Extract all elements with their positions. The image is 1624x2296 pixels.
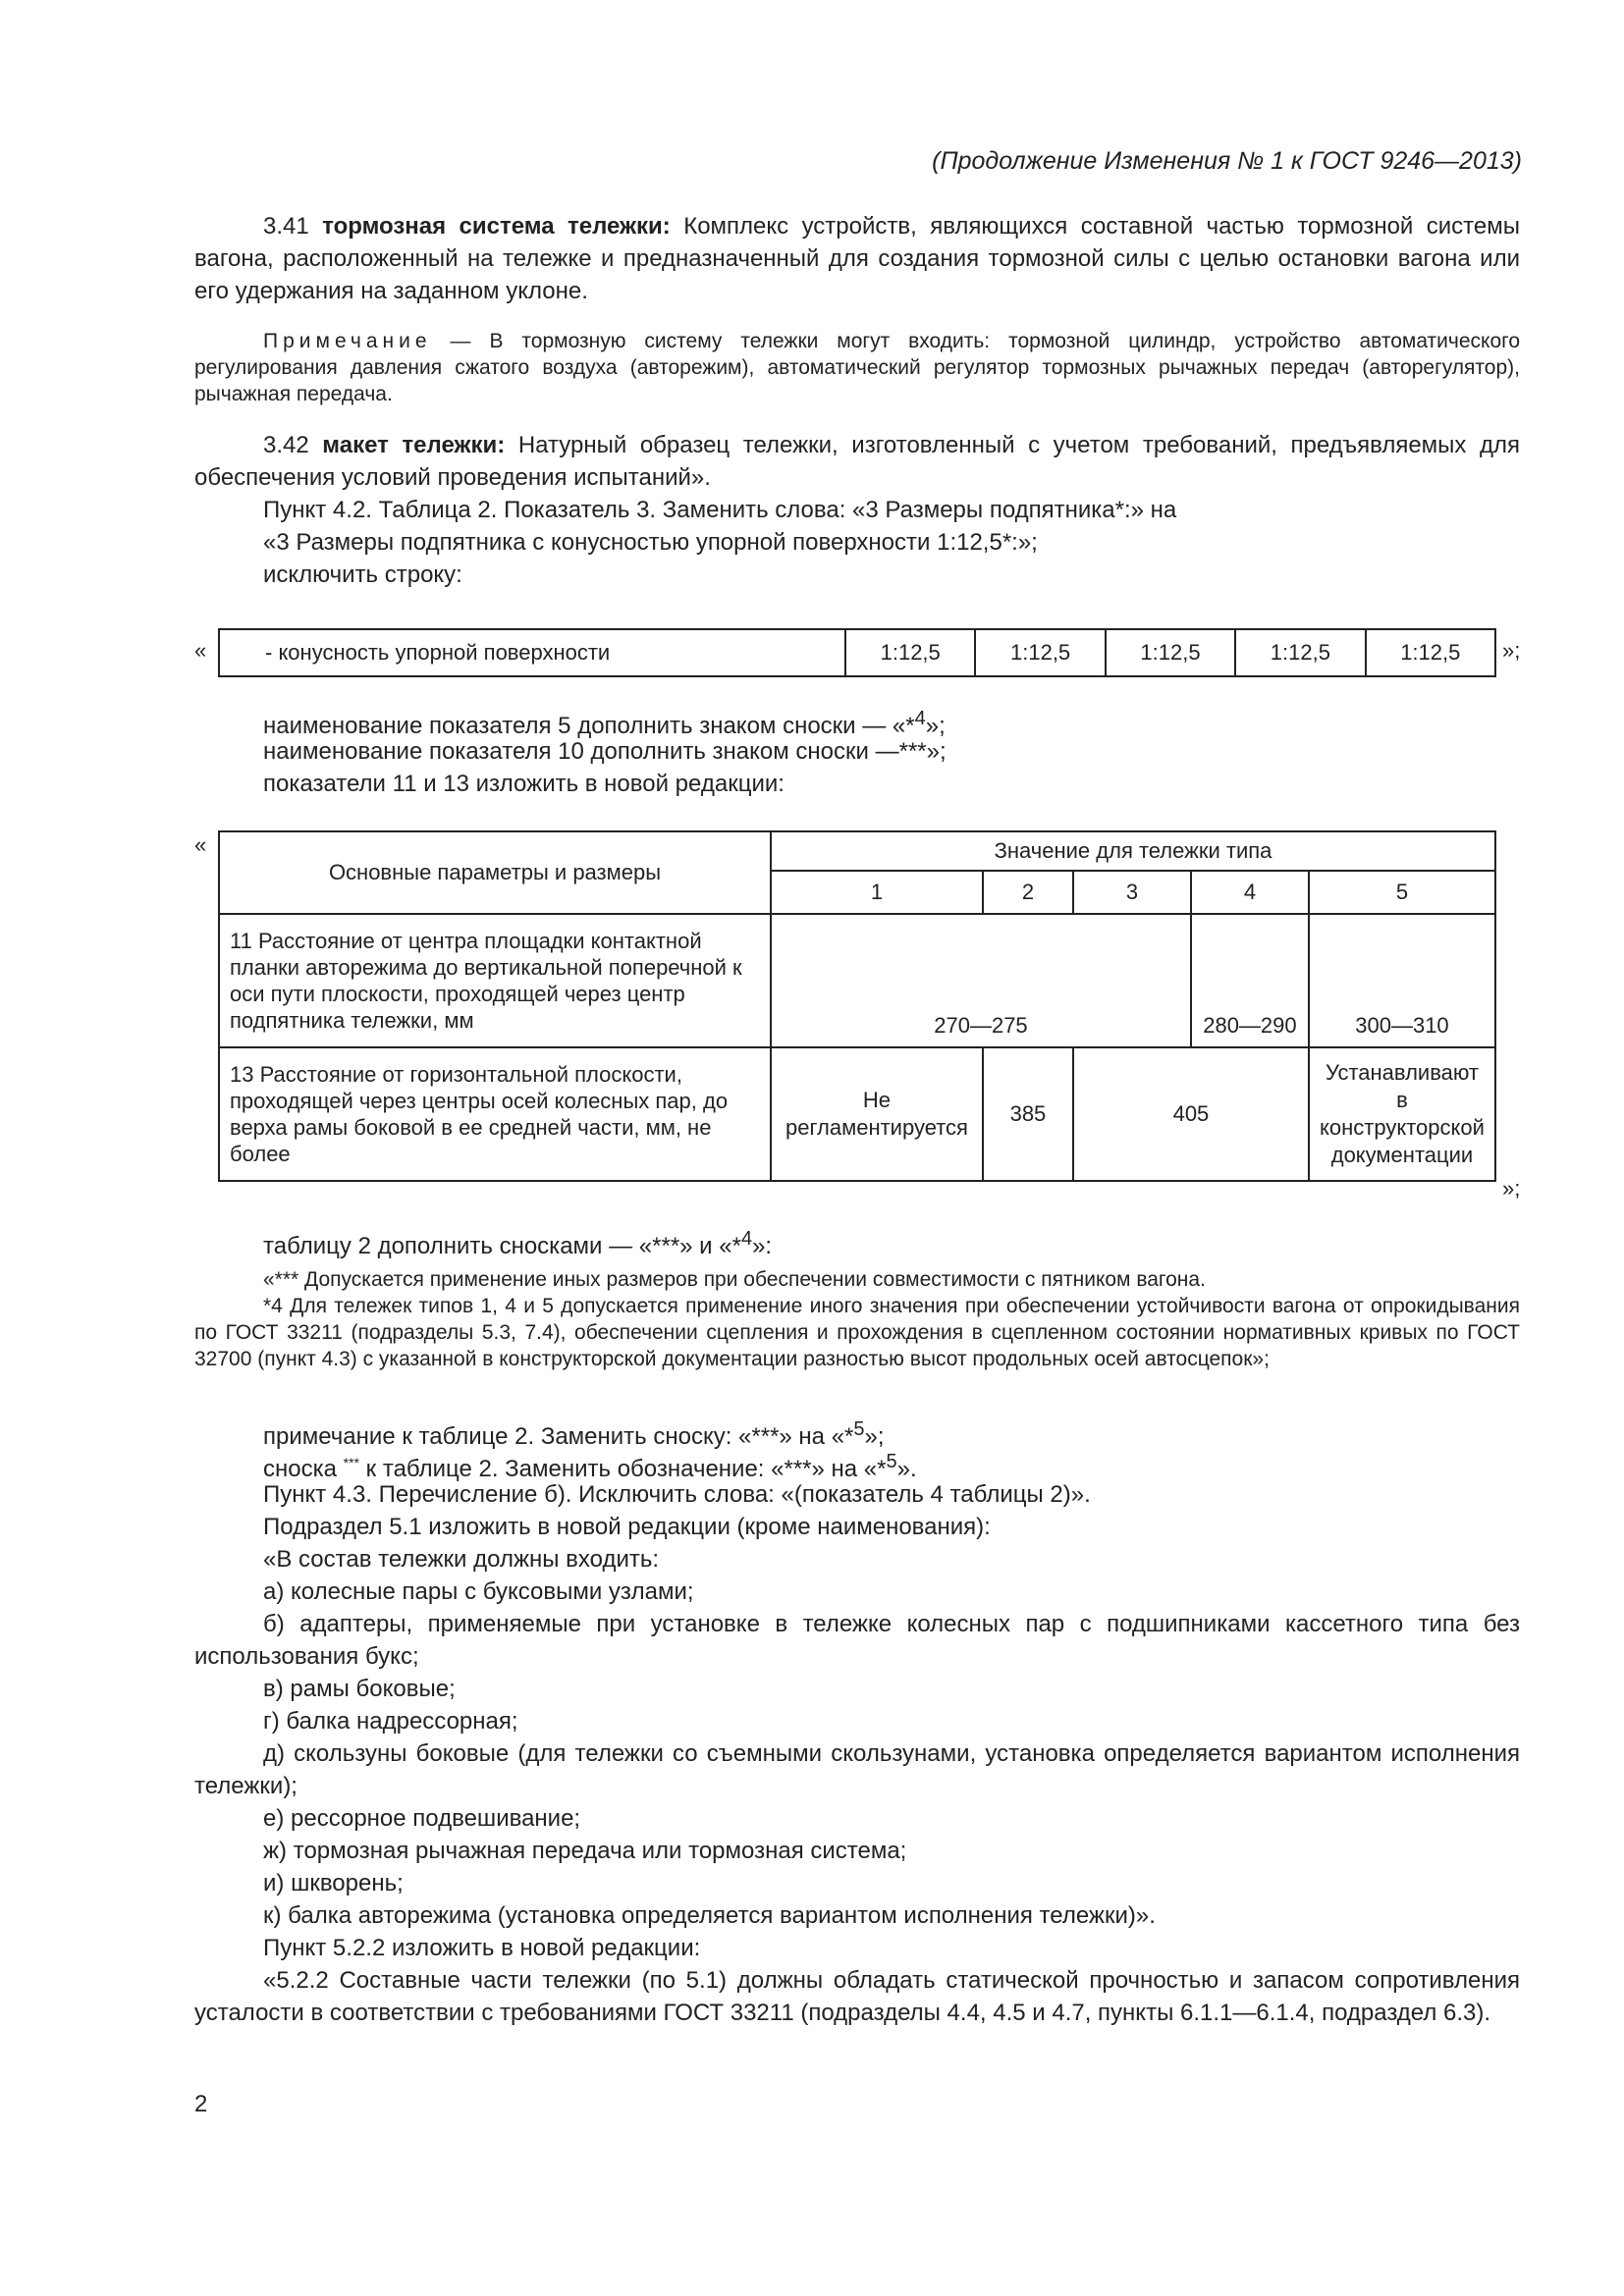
table-cell: 1:12,5 — [1106, 629, 1235, 676]
header-param: Основные параметры и размеры — [219, 831, 771, 914]
list-item: б) адаптеры, применяемые при установке в тележке колесных пар с подшипниками кассетного типа без использования букс; — [194, 1611, 1520, 1670]
list-item: г) балка надрессорная; — [263, 1708, 518, 1735]
table-row — [219, 629, 1495, 676]
table-cell: 385 — [983, 1047, 1073, 1181]
type-cell: 4 — [1191, 871, 1309, 914]
clause-3-42: 3.42 макет тележки: Натурный образец тележки, изготовленный с учетом требований, предъявляемых для обеспечения условий проведения испытаний». — [194, 432, 1520, 491]
type-cell: 3 — [1073, 871, 1191, 914]
type-cell: 2 — [983, 871, 1073, 914]
list-item: а) колесные пары с буксовыми узлами; — [263, 1578, 694, 1605]
page-number: 2 — [194, 2091, 208, 2117]
table-row — [219, 914, 1495, 1047]
table-cell: 405 — [1073, 1047, 1309, 1181]
text-line: наименование показателя 5 дополнить знаком сноски — «*$^4$»; — [263, 708, 946, 739]
footnote-2: *4 Для тележек типов 1, 4 и 5 допускается применение иного значения при обеспечении устойчивости вагона от опрокидывания по ГОСТ 33211 (подразделы 5.3, 7.4), обеспечении сцепления и прохождения в сцепленном состоянии нормативных кривых по ГОСТ 32700 (пункт 4.3) с указанной в конструкторской документации разностью высот продольных осей автосцепок»; — [194, 1295, 1520, 1370]
quote-close: »; — [1502, 638, 1521, 663]
clause-3-41: 3.41 тормозная система тележки: Комплекс устройств, являющихся составной частью тормозной системы вагона, расположенный на тележке и предназначенный для создания тормозной силы с целью остановки вагона или его удержания на заданном уклоне. — [194, 213, 1520, 304]
note: Примечание — В тормозную систему тележки могут входить: тормозной цилиндр, устройство автоматического регулирования давления сжатого воздуха (авторежим), автоматический регулятор тормозных рычажных передач (авторегулятор), рычажная передача. — [194, 330, 1520, 405]
quote-close: »; — [1502, 1176, 1521, 1201]
list-item: ж) тормозная рычажная передача или тормозная система; — [263, 1838, 907, 1864]
type-cell: 5 — [1309, 871, 1495, 914]
text-line: таблицу 2 дополнить сносками — «***» и «*$^4$»: — [263, 1228, 773, 1259]
text-line: Пункт 5.2.2 изложить в новой редакции: — [263, 1935, 701, 1961]
table-cell: 1:12,5 — [845, 629, 975, 676]
text-line: Пункт 4.2. Таблица 2. Показатель 3. Заменить слова: «3 Размеры подпятника*:» на — [263, 497, 1177, 523]
table-cell: 270—275 — [771, 914, 1191, 1047]
text-line: «В состав тележки должны входить: — [263, 1546, 660, 1573]
header-value: Значение для тележки типа — [771, 831, 1495, 871]
quote-open: « — [194, 832, 207, 857]
text-line: показатели 11 и 13 изложить в новой редакции: — [263, 771, 785, 797]
type-cell: 1 — [771, 871, 983, 914]
table-cell: 1:12,5 — [1235, 629, 1365, 676]
text-line: наименование показателя 10 дополнить знаком сноски —***»; — [263, 738, 947, 765]
list-item: и) шкворень; — [263, 1870, 404, 1896]
text-line: Подраздел 5.1 изложить в новой редакции (кроме наименования): — [263, 1514, 991, 1540]
text-line: Пункт 4.3. Перечисление б). Исключить слова: «(показатель 4 таблицы 2)». — [263, 1481, 1091, 1508]
clause-5-2-2: «5.2.2 Составные части тележки (по 5.1) должны обладать статической прочностью и запасом сопротивления усталости в соответствии с требованиями ГОСТ 33211 (подразделы 4.4, 4.5 и 4.7, пункты 6.1.1—6.1.4, подраздел 6.3). — [194, 1967, 1520, 2026]
table-cell: 280—290 — [1191, 914, 1309, 1047]
table-header-row — [219, 831, 1495, 871]
page-header: (Продолжение Изменения № 1 к ГОСТ 9246—2013) — [932, 147, 1522, 175]
text-line: исключить строку: — [263, 561, 462, 588]
table-cell: Устанавливают в конструкторской документации — [1309, 1047, 1495, 1181]
list-item: в) рамы боковые; — [263, 1676, 456, 1702]
table-cell: Не регламентируется — [771, 1047, 983, 1181]
quote-open: « — [194, 638, 207, 663]
table-row — [219, 1047, 1495, 1181]
text-line: «3 Размеры подпятника с конусностью упорной поверхности 1:12,5*:»; — [263, 529, 1038, 556]
text-line: примечание к таблице 2. Заменить сноску: «***» на «*$^5$»; — [263, 1418, 885, 1450]
table-cell: 1:12,5 — [1366, 629, 1495, 676]
excluded-row-table — [218, 628, 1496, 677]
list-item: е) рессорное подвешивание; — [263, 1805, 581, 1832]
table-cell: 300—310 — [1309, 914, 1495, 1047]
parameters-table — [218, 830, 1496, 1182]
list-item: д) скользуны боковые (для тележки со съемными скользунами, установка определяется вариантом исполнения тележки); — [194, 1740, 1520, 1799]
text-line: сноска *** к таблице 2. Заменить обозначение: «***» на «*$^5$». — [263, 1451, 917, 1482]
row-label: 11 Расстояние от центра площадки контактной планки авторежима до вертикальной поперечной к оси пути плоскости, проходящей через центр подпятника тележки, мм — [219, 914, 771, 1047]
footnote-1: «*** Допускается применение иных размеров при обеспечении совместимости с пятником вагона. — [263, 1268, 1206, 1291]
list-item: к) балка авторежима (установка определяется вариантом исполнения тележки)». — [263, 1902, 1156, 1929]
row-label: 13 Расстояние от горизонтальной плоскости, проходящей через центры осей колесных пар, до верха рамы боковой в ее средней части, мм, не более — [219, 1047, 771, 1181]
table-cell: 1:12,5 — [975, 629, 1105, 676]
row-label: - конусность упорной поверхности — [219, 629, 845, 676]
